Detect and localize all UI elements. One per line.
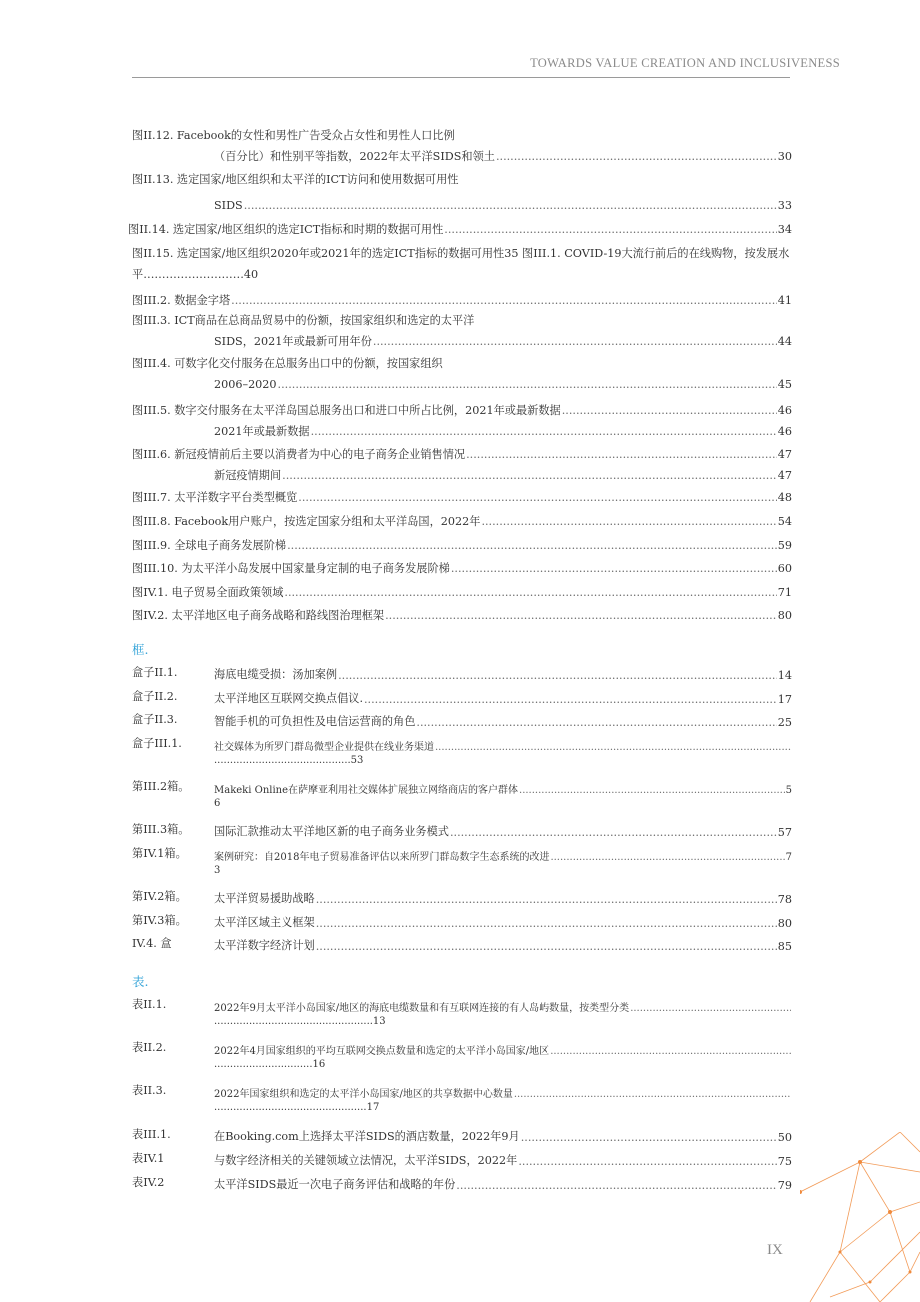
leader-dots <box>496 149 777 165</box>
toc-line <box>132 533 792 554</box>
entry-label: 表II.2. <box>132 1041 167 1054</box>
page-ref: 85 <box>777 940 792 953</box>
entry-title: 图III.10. 为太平洋小岛发展中国家量身定制的电子商务发展阶梯 <box>132 562 450 575</box>
toc-line <box>214 778 792 796</box>
leader-dots <box>435 742 791 753</box>
entry-title-cont: 2006–2020 <box>214 378 277 391</box>
toc-line <box>132 144 792 165</box>
page-number: IX <box>767 1242 783 1258</box>
leader-dots <box>373 334 777 350</box>
page-ref: 17 <box>777 693 792 706</box>
leader-dots <box>444 222 776 238</box>
entry-title: 图III.5. 数字交付服务在太平洋岛国总服务出口和进口中所占比例，2021年或最新数据 <box>132 404 561 417</box>
entry-title: 图III.4. 可数字化交付服务在总服务出口中的份额，按国家组织 <box>132 357 443 370</box>
toc-line <box>132 372 792 393</box>
toc-entry-box[interactable] <box>132 711 792 729</box>
toc-line <box>132 356 792 372</box>
toc-entry-box[interactable] <box>132 688 792 706</box>
entry-title: 图II.12. Facebook的女性和男性广告受众占女性和男性人口比例 <box>132 129 455 142</box>
toc-line <box>214 996 792 1014</box>
toc-line <box>132 329 792 350</box>
entry-title: 图III.8. Facebook用户账户，按选定国家分组和太平洋岛国，2022年 <box>132 515 481 528</box>
entry-title: 图II.15. 选定国家/地区组织2020年或2021年的选定ICT指标的数据可用性35 图III.1. COVID-19大流行前后的在线购物，按发展水平………………………40 <box>132 247 790 281</box>
toc-line <box>214 735 792 753</box>
toc-line <box>132 485 792 506</box>
toc-entry-figure[interactable] <box>132 509 792 530</box>
toc-entry-figure[interactable] <box>132 288 792 309</box>
toc-entry-box[interactable] <box>132 888 792 906</box>
page-ref: 46 <box>777 404 792 417</box>
leader-dots <box>231 293 777 309</box>
leader-dots <box>316 917 777 930</box>
leader-dots <box>311 424 777 440</box>
entry-continuation: ...........................................53 <box>214 755 364 766</box>
entry-title: 太平洋区域主义框架 <box>214 916 315 929</box>
leader-dots <box>316 893 777 906</box>
leader-dots <box>316 940 777 953</box>
entry-title-cont: 2021年或最新数据 <box>214 425 310 438</box>
toc-entry-figure[interactable] <box>132 313 792 350</box>
section-title-tables: 表. <box>132 974 149 989</box>
entry-title: 图III.3. ICT商品在总商品贸易中的份额，按国家组织和选定的太平洋 <box>132 314 475 327</box>
toc-entry-table[interactable] <box>132 1150 792 1168</box>
toc-line <box>132 463 792 484</box>
toc-line <box>214 888 792 906</box>
entry-title: 图II.14. 选定国家/地区组织的选定ICT指标和时期的数据可用性 <box>128 223 444 236</box>
toc-line <box>214 664 792 682</box>
toc-entry-table[interactable] <box>132 1082 792 1116</box>
page-ref: 78 <box>777 893 792 906</box>
toc-line <box>214 1150 792 1168</box>
entry-title: 国际汇款推动太平洋地区新的电子商务业务模式 <box>214 825 449 838</box>
page-ref: 14 <box>777 669 792 682</box>
page-ref: 57 <box>777 826 792 839</box>
page-ref: 80 <box>777 609 792 622</box>
toc-line <box>132 128 792 144</box>
leader-dots <box>456 1179 776 1192</box>
entry-label: 表IV.2 <box>132 1176 165 1189</box>
toc-line <box>132 603 792 624</box>
entry-title: 图III.6. 新冠疫情前后主要以消费者为中心的电子商务企业销售情况 <box>132 448 466 461</box>
leader-dots <box>550 852 784 863</box>
toc-entry-box[interactable] <box>132 845 792 879</box>
toc-entry-box[interactable] <box>132 664 792 682</box>
toc-entry-table[interactable] <box>132 996 792 1030</box>
page-ref: 75 <box>777 1155 792 1168</box>
leader-dots <box>282 468 777 484</box>
leader-dots <box>550 1046 791 1057</box>
page-ref: 59 <box>777 539 792 552</box>
toc-line <box>132 556 792 577</box>
page-ref: 80 <box>777 917 792 930</box>
toc-line <box>214 1082 792 1100</box>
entry-title: 案例研究：自2018年电子贸易准备评估以来所罗门群岛数字生态系统的改进 <box>214 852 550 863</box>
toc-entry-figure[interactable] <box>132 398 792 440</box>
toc-line <box>214 935 792 953</box>
page-ref: 25 <box>777 716 792 729</box>
toc-line <box>128 217 792 238</box>
running-header: TOWARDS VALUE CREATION AND INCLUSIVENESS <box>530 56 840 70</box>
toc-line <box>214 1174 792 1192</box>
leader-dots <box>298 490 776 506</box>
toc-entry-box[interactable] <box>132 778 792 812</box>
leader-dots <box>466 447 777 463</box>
entry-label: 表II.3. <box>132 1084 167 1097</box>
entry-label: 第III.3箱。 <box>132 823 190 836</box>
leader-dots <box>284 585 776 601</box>
leader-dots <box>385 608 777 624</box>
toc-line <box>132 442 792 463</box>
page-ref: 41 <box>777 294 792 307</box>
toc-line <box>132 313 792 329</box>
entry-title: 图III.7. 太平洋数字平台类型概览 <box>132 491 298 504</box>
page-ref: 47 <box>777 448 792 461</box>
toc-line <box>214 1126 792 1144</box>
entry-title: 图IV.1. 电子贸易全面政策领域 <box>132 586 284 599</box>
leader-dots <box>244 198 777 214</box>
entry-title: 智能手机的可负担性及电信运营商的角色 <box>214 715 416 728</box>
leader-dots <box>278 377 777 393</box>
entry-continuation: 3 <box>214 865 221 876</box>
toc-line <box>132 419 792 440</box>
toc-entry-figure[interactable] <box>132 533 792 554</box>
toc-entry-figure[interactable] <box>132 172 792 214</box>
entry-title: 太平洋地区互联网交换点倡议. <box>214 692 363 705</box>
entry-title: Makeki Online在萨摩亚利用社交媒体扩展独立网络商店的客户群体 <box>214 785 519 796</box>
toc-entry-box[interactable] <box>132 912 792 930</box>
entry-title: 社交媒体为所罗门群岛微型企业提供在线业务渠道 <box>214 742 434 753</box>
page-ref: 45 <box>777 378 792 391</box>
toc-line <box>214 821 792 839</box>
leader-dots <box>562 403 777 419</box>
leader-dots <box>521 1131 777 1144</box>
entry-continuation: ................................................17 <box>214 1102 380 1113</box>
network-graphic <box>800 1132 920 1302</box>
page-ref: 33 <box>777 199 792 212</box>
leader-dots <box>514 1089 791 1100</box>
page-ref: 7 <box>785 852 792 863</box>
entry-title: 2022年9月太平洋小岛国家/地区的海底电缆数量和有互联网连接的有人岛屿数量，按类型分类 <box>214 1003 630 1014</box>
toc-line <box>214 845 792 863</box>
toc-line <box>132 188 792 214</box>
leader-dots <box>287 538 777 554</box>
entry-title: 与数字经济相关的关键领域立法情况，太平洋SIDS，2022年 <box>214 1154 518 1167</box>
toc-entry-figure[interactable] <box>132 442 792 484</box>
entry-label: 表III.1. <box>132 1128 171 1141</box>
entry-title: 图II.13. 选定国家/地区组织和太平洋的ICT访问和使用数据可用性 <box>132 173 459 186</box>
leader-dots <box>451 561 777 577</box>
entry-continuation: ...............................16 <box>214 1059 326 1070</box>
entry-continuation: ..................................................13 <box>214 1016 386 1027</box>
entry-title-cont: （百分比）和性别平等指数，2022年太平洋SIDS和领土 <box>214 150 495 163</box>
page-ref: 71 <box>777 586 792 599</box>
toc-entry-figure[interactable] <box>132 603 792 624</box>
toc-entry-figure[interactable] <box>132 556 792 577</box>
toc-line <box>132 580 792 601</box>
entry-label: 第IV.2箱。 <box>132 890 187 903</box>
entry-label: 表IV.1 <box>132 1152 165 1165</box>
page-ref: 48 <box>777 491 792 504</box>
toc-entry-box[interactable] <box>132 735 792 769</box>
entry-title: 图IV.2. 太平洋地区电子商务战略和路线图治理框架 <box>132 609 385 622</box>
toc-entry-table[interactable] <box>132 1174 792 1192</box>
entry-label: 盒子II.3. <box>132 713 178 726</box>
entry-title-cont: SIDS，2021年或最新可用年份 <box>214 335 372 348</box>
page-ref: 47 <box>777 469 792 482</box>
leader-dots <box>364 693 777 706</box>
page-ref: 46 <box>777 425 792 438</box>
entry-label: 第IV.3箱。 <box>132 914 187 927</box>
entry-continuation: 6 <box>214 798 221 809</box>
entry-title: 太平洋SIDS最近一次电子商务评估和战略的年份 <box>214 1178 456 1191</box>
leader-dots <box>416 716 776 729</box>
entry-label: 盒子II.1. <box>132 666 178 679</box>
page-ref: 30 <box>777 150 792 163</box>
toc-entry-table[interactable] <box>132 1126 792 1144</box>
entry-title: 太平洋贸易援助战略 <box>214 892 315 905</box>
toc-line <box>214 1039 792 1057</box>
entry-title-cont: 新冠疫情期间 <box>214 469 282 482</box>
page-ref: 44 <box>777 335 792 348</box>
toc-line <box>132 509 792 530</box>
entry-label: 第III.2箱。 <box>132 780 190 793</box>
entry-title: 在Booking.com上选择太平洋SIDS的酒店数量，2022年9月 <box>214 1130 520 1143</box>
leader-dots <box>518 1155 776 1168</box>
toc-line <box>132 288 792 309</box>
toc-entry-figure[interactable] <box>132 485 792 506</box>
page-ref: 34 <box>777 223 792 236</box>
toc-entry-table[interactable] <box>132 1039 792 1073</box>
page-ref: 54 <box>777 515 792 528</box>
toc-line <box>214 912 792 930</box>
toc-entry-figure[interactable] <box>132 128 792 165</box>
toc-entry-box[interactable] <box>132 821 792 839</box>
entry-label: IV.4. 盒 <box>132 937 172 950</box>
section-title-boxes: 框. <box>132 642 149 657</box>
toc-entry-figure[interactable] <box>132 580 792 601</box>
toc-line <box>214 688 792 706</box>
entry-label: 盒子III.1. <box>132 737 182 750</box>
toc-entry-box[interactable] <box>132 935 792 953</box>
entry-title: 图III.2. 数据金字塔 <box>132 294 231 307</box>
leader-dots <box>630 1003 791 1014</box>
entry-label: 盒子II.2. <box>132 690 178 703</box>
toc-line <box>214 711 792 729</box>
header-rule <box>132 77 790 78</box>
page-ref: 60 <box>777 562 792 575</box>
entry-title: 2022年国家组织和选定的太平洋小岛国家/地区的共享数据中心数量 <box>214 1089 513 1100</box>
entry-title: 2022年4月国家组织的平均互联网交换点数量和选定的太平洋小岛国家/地区 <box>214 1046 550 1057</box>
entry-label: 表II.1. <box>132 998 167 1011</box>
leader-dots <box>338 669 777 682</box>
toc-entry-figure[interactable] <box>132 356 792 393</box>
leader-dots <box>450 826 777 839</box>
entry-title: 图III.9. 全球电子商务发展阶梯 <box>132 539 287 552</box>
entry-title: 太平洋数字经济计划 <box>214 939 315 952</box>
entry-title-cont: SIDS <box>214 199 243 212</box>
entry-title: 海底电缆受损：汤加案例 <box>214 668 338 681</box>
leader-dots <box>519 785 785 796</box>
toc-line <box>132 398 792 419</box>
page-ref: 50 <box>777 1131 792 1144</box>
toc-entry-figure[interactable] <box>128 217 792 238</box>
entry-label: 第IV.1箱。 <box>132 847 187 860</box>
toc-line <box>132 172 792 188</box>
page-ref: 5 <box>785 785 792 796</box>
toc-entry-figure[interactable] <box>132 243 792 285</box>
leader-dots <box>481 514 776 530</box>
page-ref: 79 <box>777 1179 792 1192</box>
